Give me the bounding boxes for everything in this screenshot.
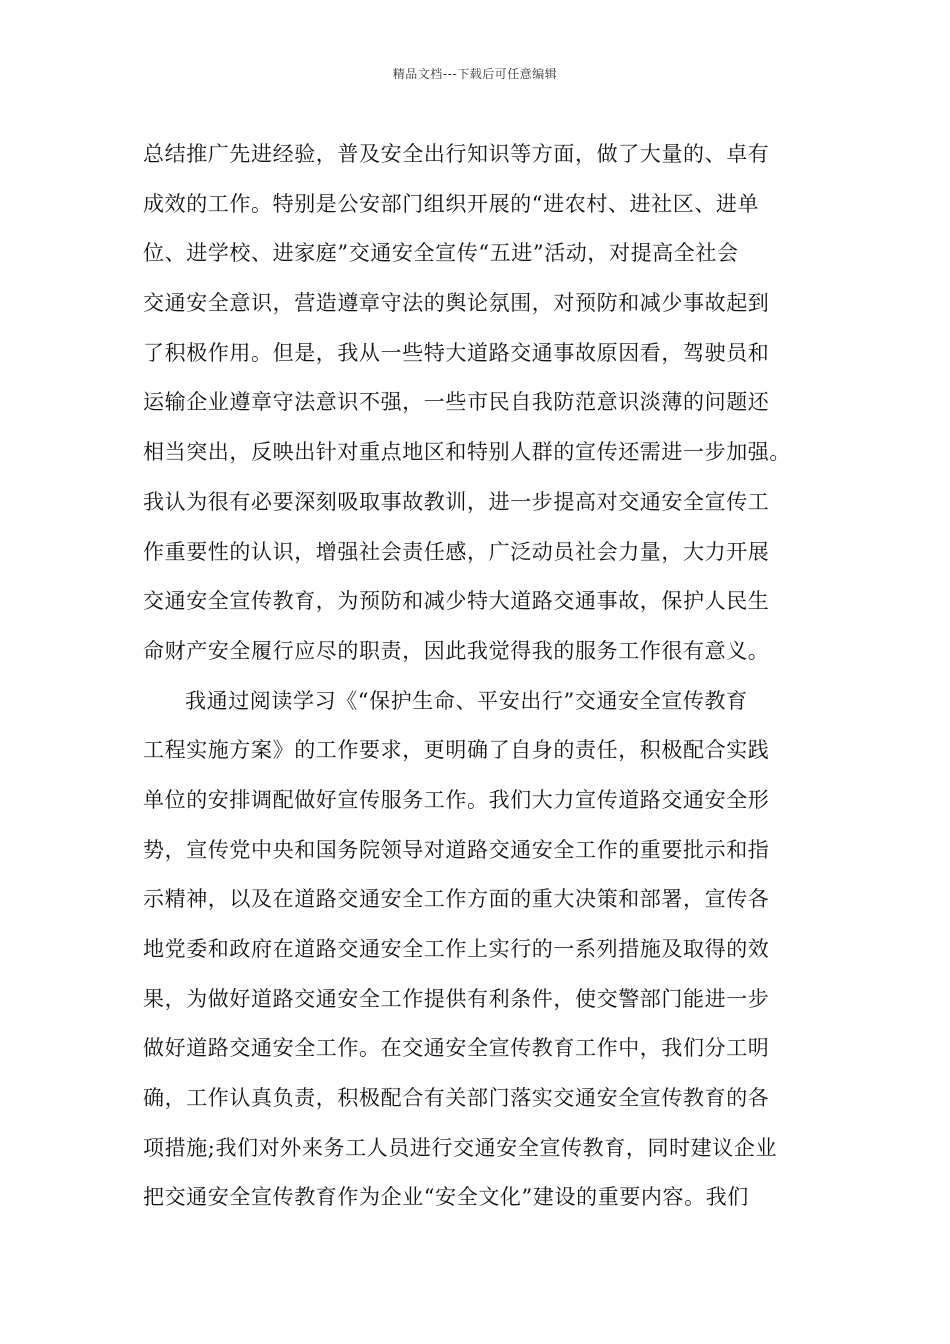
text-line: 单位的安排调配做好宣传服务工作。我们大力宣传道路交通安全形 <box>143 787 770 812</box>
text-line: 示精神，以及在道路交通安全工作方面的重大决策和部署，宣传各 <box>143 887 770 912</box>
text-line: 相当突出，反映出针对重点地区和特别人群的宣传还需进一步加强。 <box>143 440 791 465</box>
text-line: 命财产安全履行应尽的职责，因此我觉得我的服务工作很有意义。 <box>143 638 770 663</box>
text-line: 地党委和政府在道路交通安全工作上实行的一系列措施及取得的效 <box>143 937 770 961</box>
document-body <box>143 130 813 1223</box>
text-line: 确，工作认真负责，积极配合有关部门落实交通安全宣传教育的各 <box>143 1086 770 1111</box>
text-line: 我认为很有必要深刻吸取事故教训，进一步提高对交通安全宣传工 <box>143 489 770 514</box>
page-header: 精品文档---下载后可任意编辑 <box>392 67 558 81</box>
text-line: 工程实施方案》的工作要求，更明确了自身的责任，积极配合实践 <box>143 738 770 763</box>
text-line: 果，为做好道路交通安全工作提供有利条件，使交警部门能进一步 <box>143 986 770 1011</box>
text-line: 位、进学校、进家庭”交通安全宣传“五进”活动，对提高全社会 <box>143 241 739 266</box>
text-line: 运输企业遵章守法意识不强，一些市民自我防范意识淡薄的问题还 <box>143 390 770 415</box>
text-line: 交通安全宣传教育，为预防和减少特大道路交通事故，保护人民生 <box>143 589 770 614</box>
text-line: 势，宣传党中央和国务院领导对道路交通安全工作的重要批示和指 <box>143 837 770 862</box>
paragraph-start-line: 我通过阅读学习《“保护生命、平安出行”交通安全宣传教育 <box>185 688 748 713</box>
text-line: 了积极作用。但是，我从一些特大道路交通事故原因看，驾驶员和 <box>143 340 770 365</box>
text-line: 做好道路交通安全工作。在交通安全宣传教育工作中，我们分工明 <box>143 1036 770 1061</box>
text-line: 总结推广先进经验，普及安全出行知识等方面，做了大量的、卓有 <box>143 142 770 166</box>
text-line: 把交通安全宣传教育作为企业“安全文化”建设的重要内容。我们 <box>143 1185 749 1210</box>
text-line: 项措施;我们对外来务工人员进行交通安全宣传教育，同时建议企业 <box>143 1135 778 1160</box>
text-line: 作重要性的认识，增强社会责任感，广泛动员社会力量，大力开展 <box>143 539 770 564</box>
text-line: 成效的工作。特别是公安部门组织开展的“进农村、进社区、进单 <box>143 191 760 216</box>
text-line: 交通安全意识，营造遵章守法的舆论氛围，对预防和减少事故起到 <box>143 291 770 316</box>
